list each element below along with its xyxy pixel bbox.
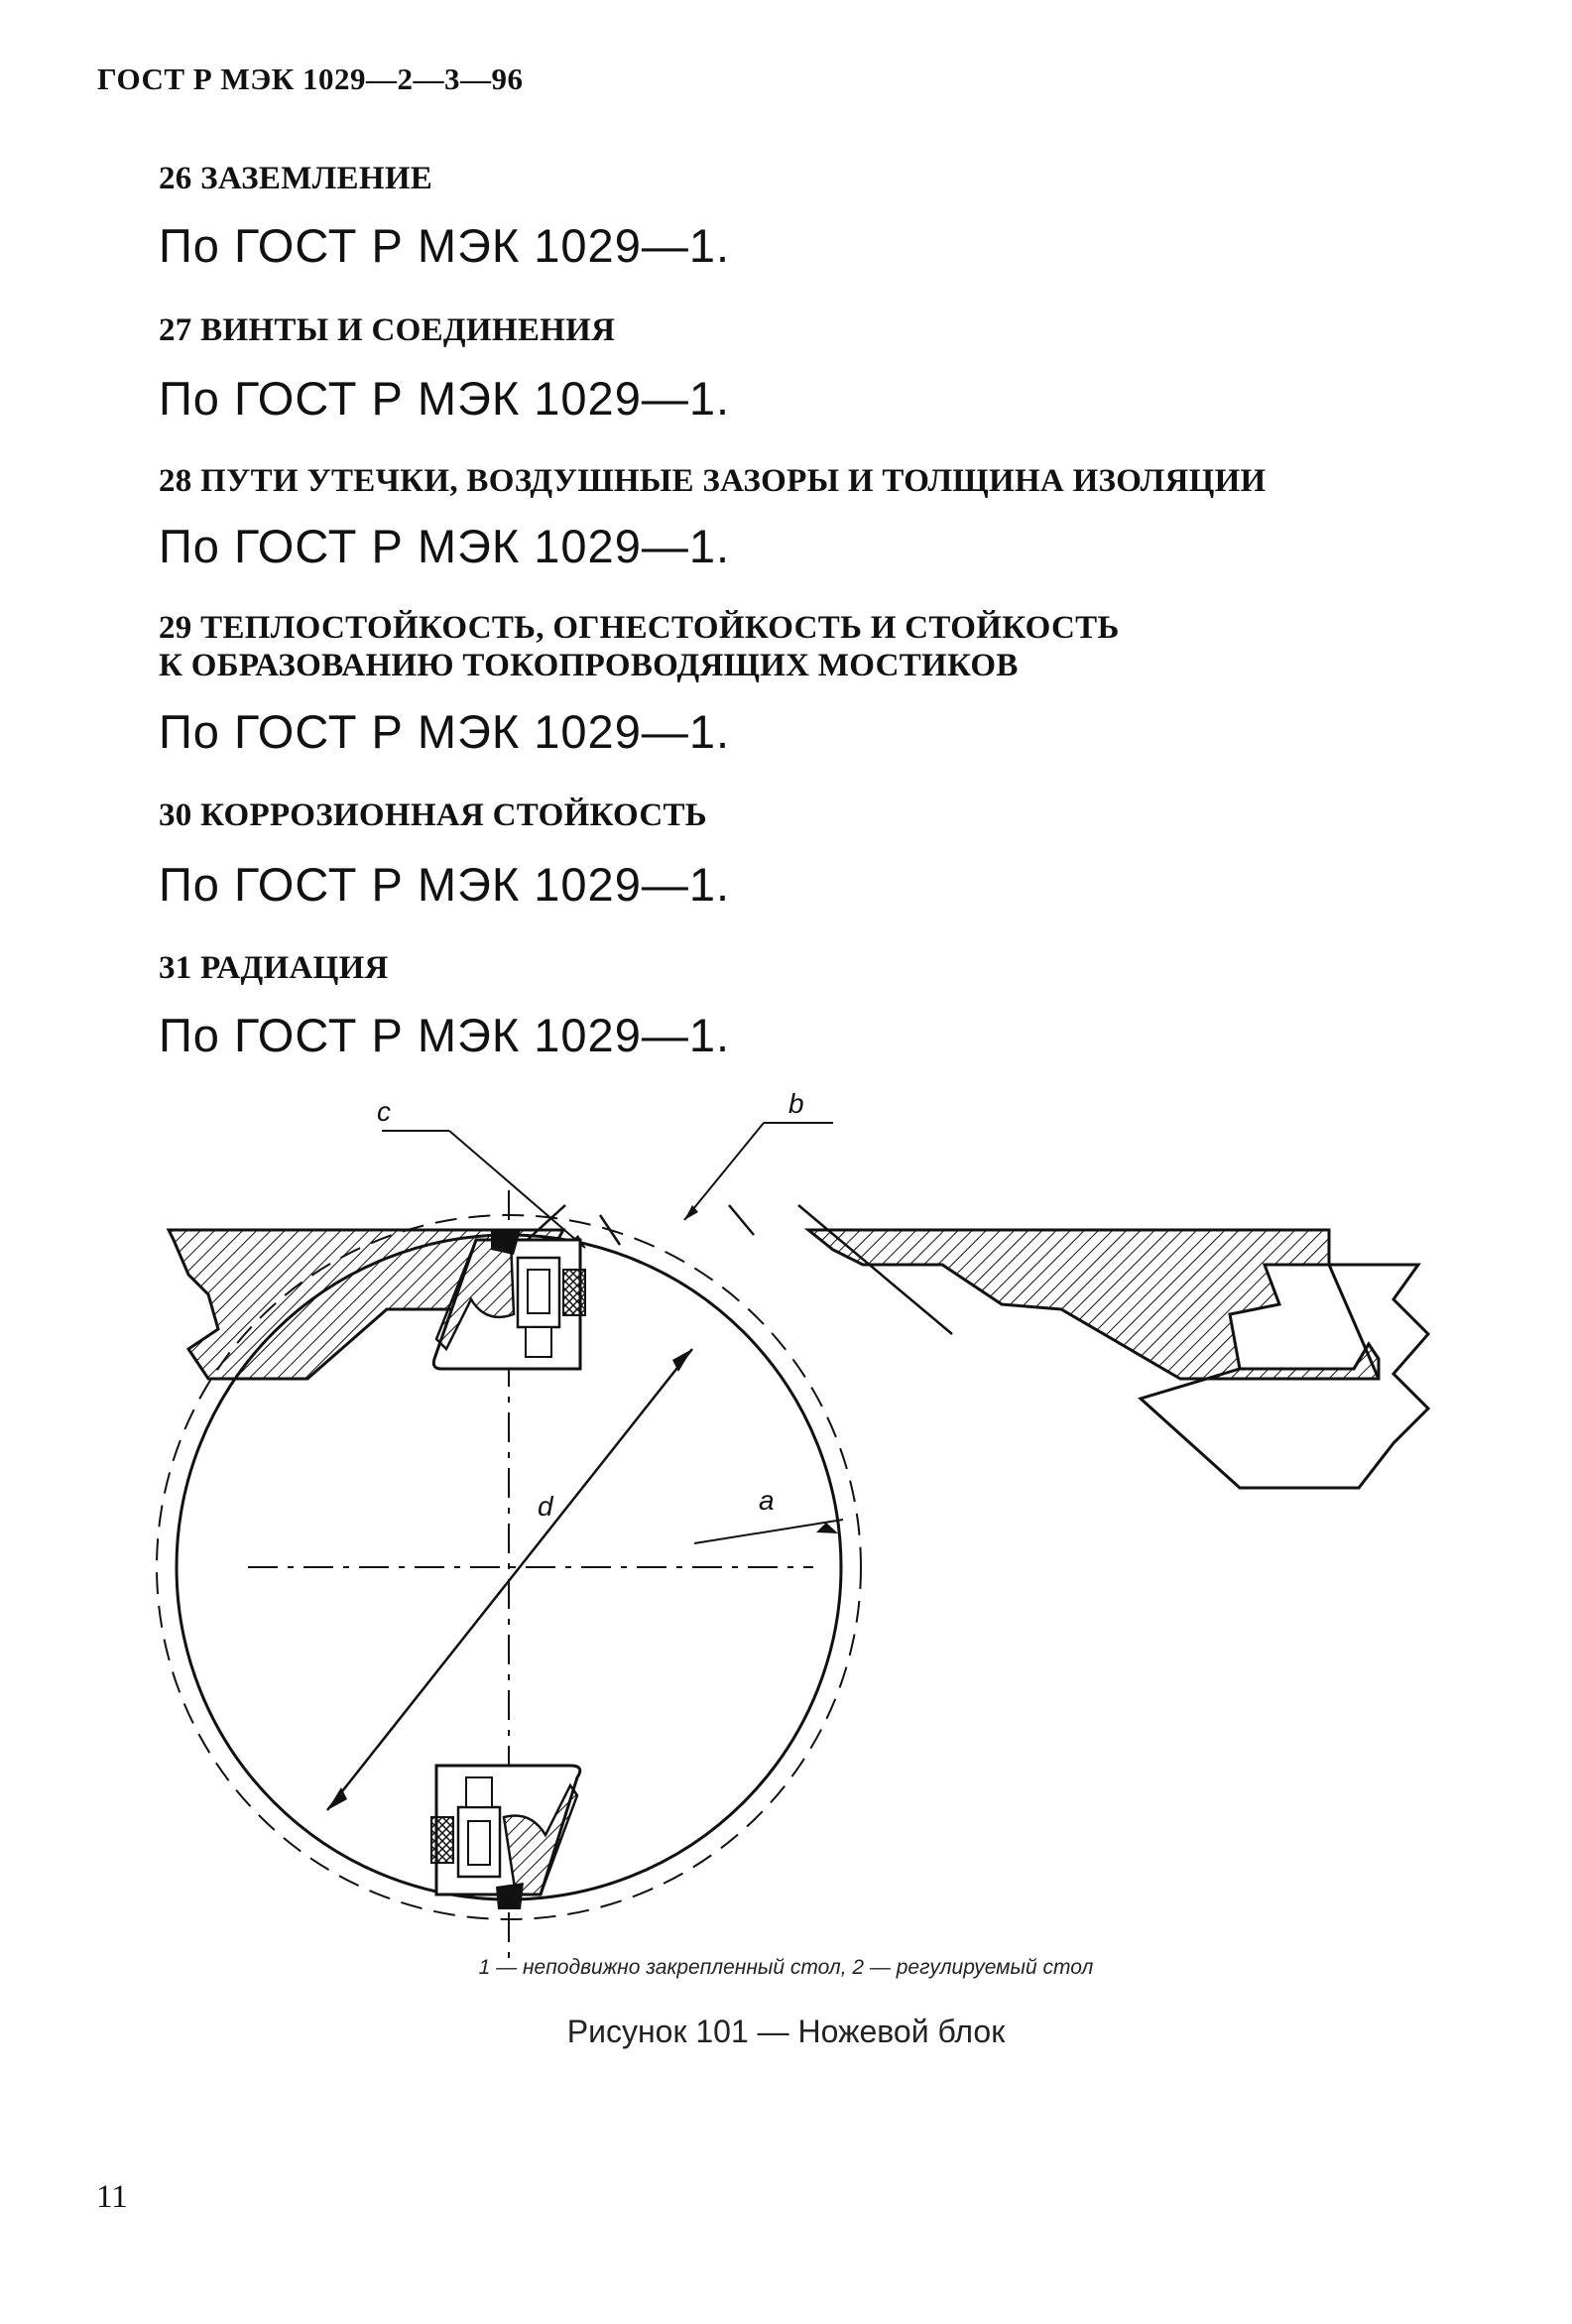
section-29-title-line1: 29 ТЕПЛОСТОЙКОСТЬ, ОГНЕСТОЙКОСТЬ И СТОЙКОСТЬ xyxy=(159,610,1120,646)
figure-legend: 1 — неподвижно закрепленный стол, 2 — регулируемый стол xyxy=(478,1956,1094,1979)
cutter-block-figure xyxy=(149,1071,1438,1964)
bottom-knife-holder xyxy=(431,1766,580,1909)
section-29-body: По ГОСТ Р МЭК 1029—1. xyxy=(159,705,731,758)
document-header: ГОСТ Р МЭК 1029—2—3—96 xyxy=(97,61,524,96)
section-31-body: По ГОСТ Р МЭК 1029—1. xyxy=(159,1009,731,1061)
section-30-title: 30 КОРРОЗИОННАЯ СТОЙКОСТЬ xyxy=(159,797,707,833)
section-26-body: По ГОСТ Р МЭК 1029—1. xyxy=(159,219,731,272)
label-a: a xyxy=(759,1485,775,1516)
figure-caption: Рисунок 101 — Ножевой блок xyxy=(566,2014,1006,2049)
section-26-title: 26 ЗАЗЕМЛЕНИЕ xyxy=(159,161,433,196)
section-31-title: 31 РАДИАЦИЯ xyxy=(159,950,389,986)
section-27-body: По ГОСТ Р МЭК 1029—1. xyxy=(159,372,731,425)
adjustable-table-right xyxy=(808,1230,1379,1379)
section-29-title-line2: К ОБРАЗОВАНИЮ ТОКОПРОВОДЯЩИХ МОСТИКОВ xyxy=(159,648,1019,683)
section-28-title: 28 ПУТИ УТЕЧКИ, ВОЗДУШНЫЕ ЗАЗОРЫ И ТОЛЩИНА ИЗОЛЯЦИИ xyxy=(159,463,1267,499)
page-number: 11 xyxy=(96,2179,128,2215)
label-b: b xyxy=(788,1088,804,1119)
section-27-title: 27 ВИНТЫ И СОЕДИНЕНИЯ xyxy=(159,312,616,348)
section-30-body: По ГОСТ Р МЭК 1029—1. xyxy=(159,858,731,911)
label-c: c xyxy=(377,1096,391,1127)
label-d: d xyxy=(538,1491,553,1522)
section-28-body: По ГОСТ Р МЭК 1029—1. xyxy=(159,520,731,572)
